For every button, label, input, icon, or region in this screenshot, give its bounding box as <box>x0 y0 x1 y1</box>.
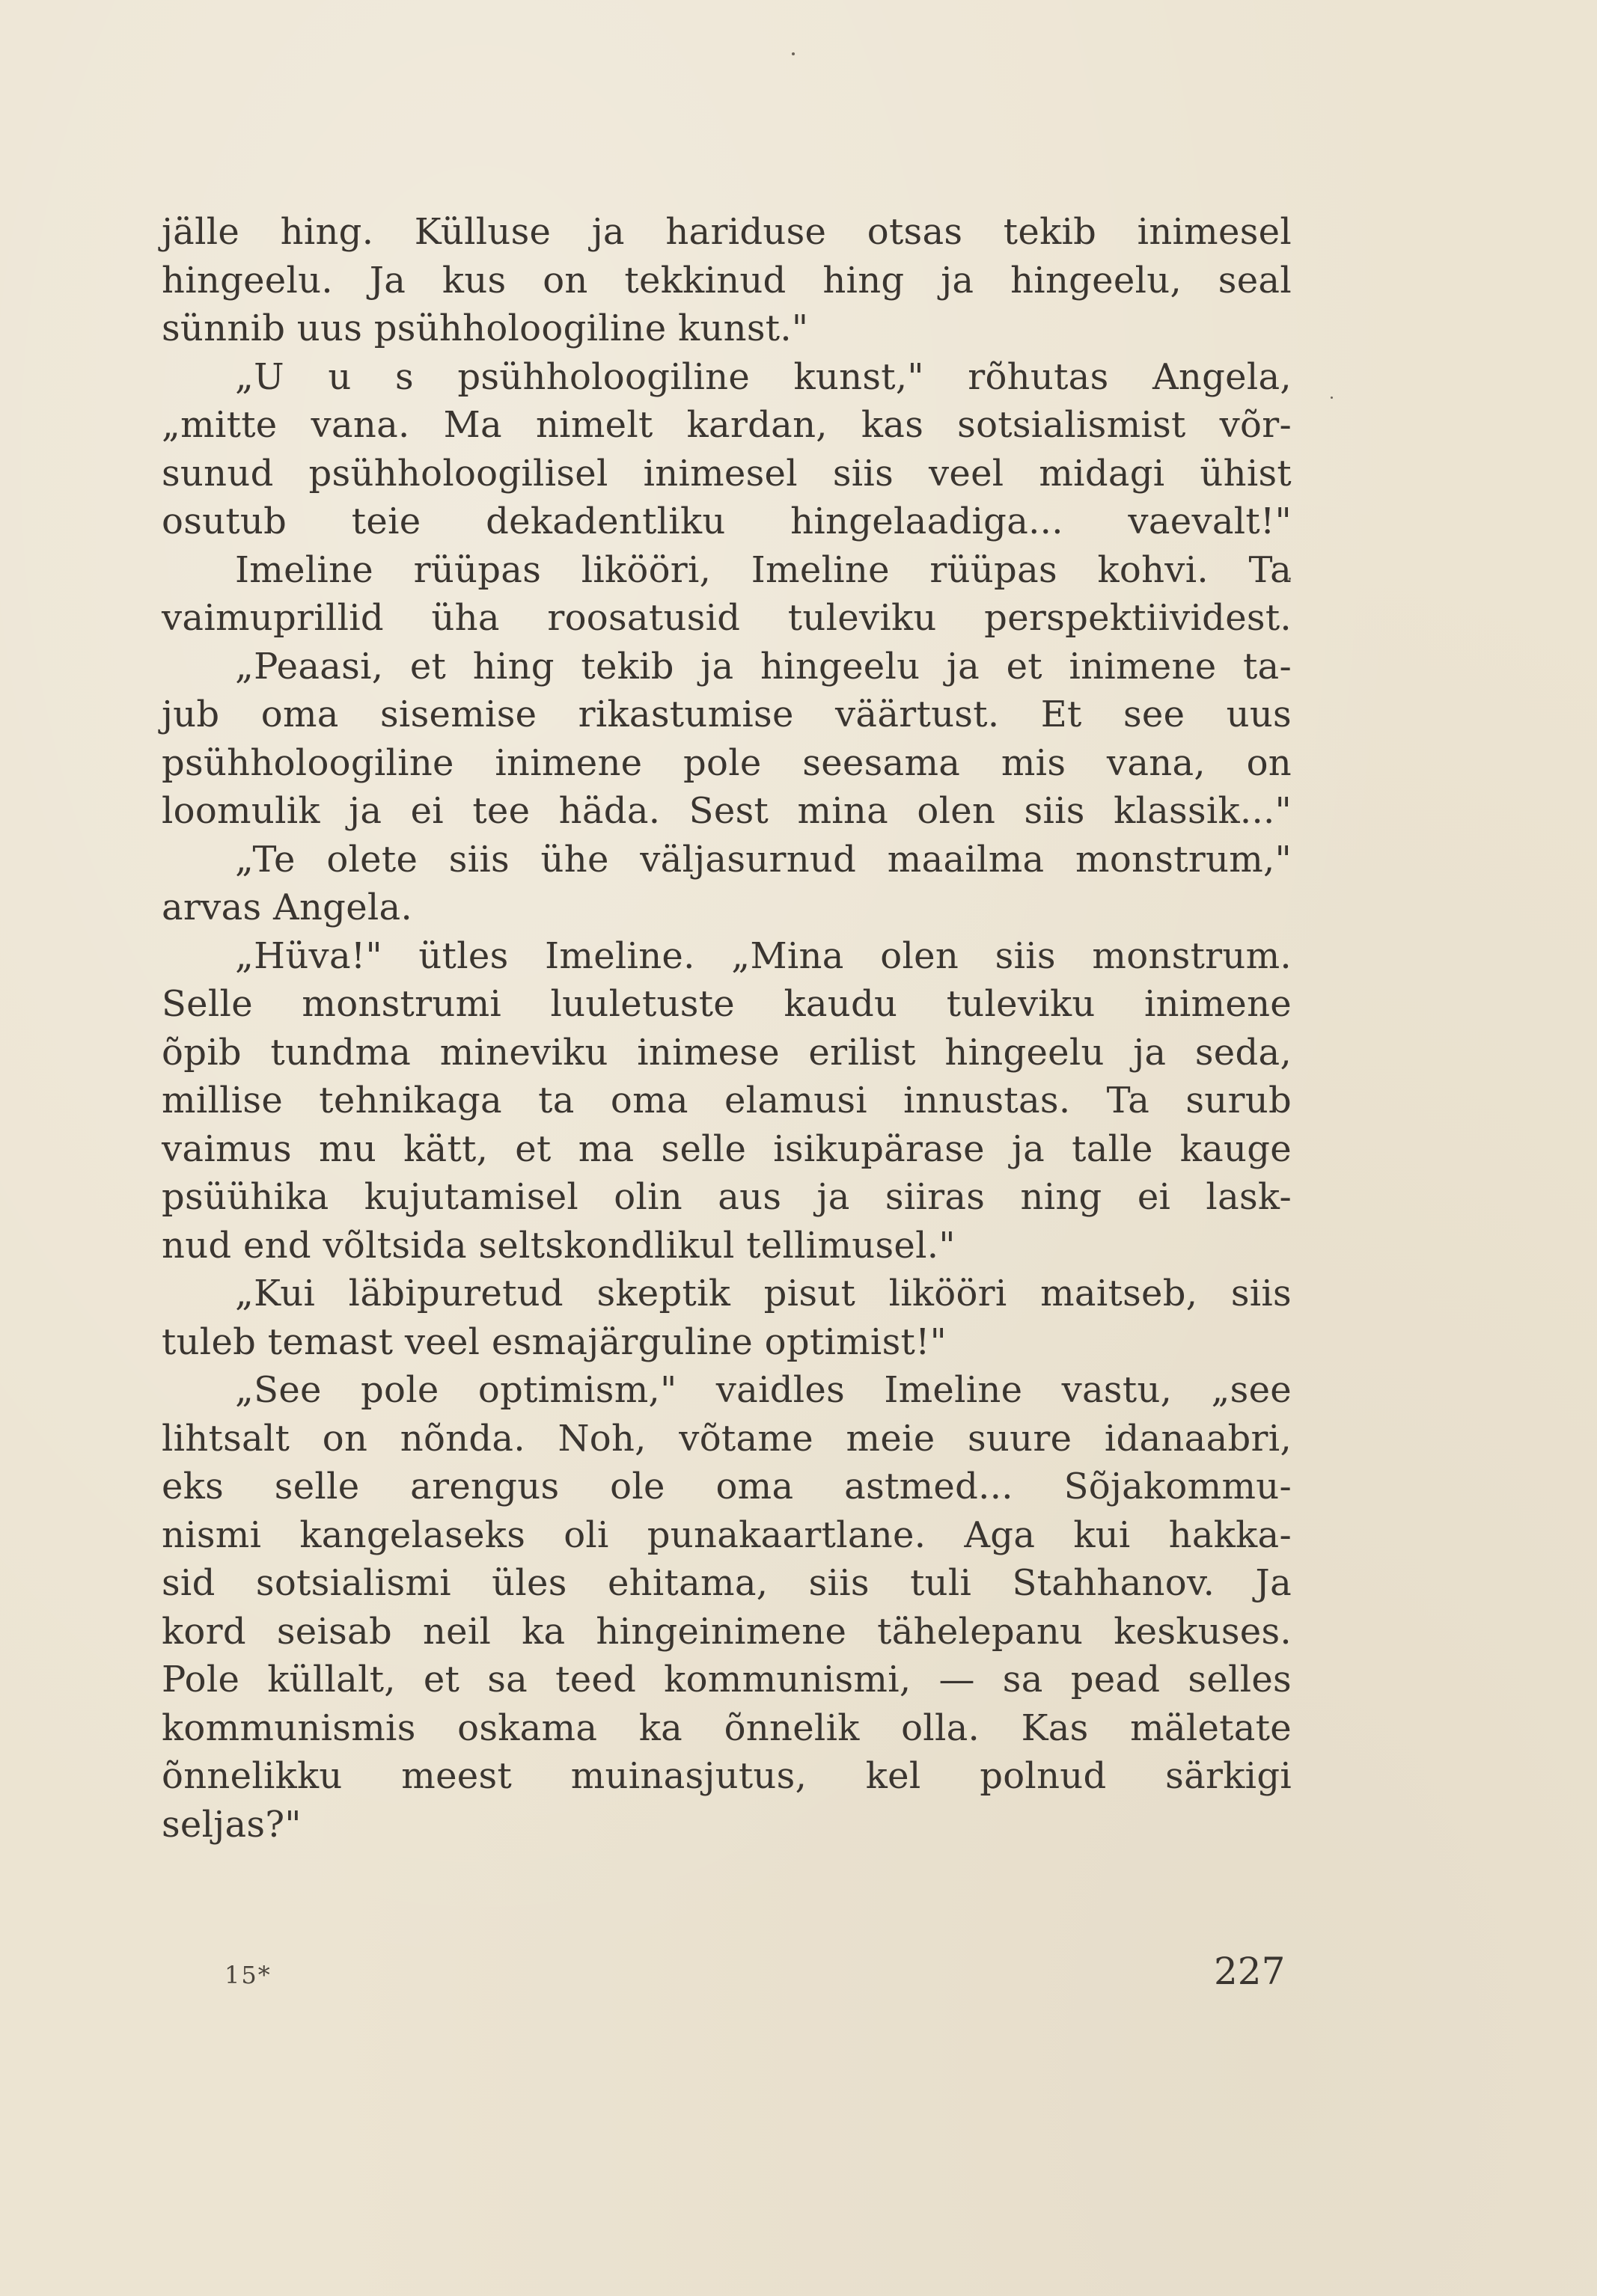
text-line: „Te olete siis ühe väljasurnud maailma monstrum," <box>235 838 1292 881</box>
text-line: psüühika kujutamisel olin aus ja siiras ning ei lask- <box>162 1176 1292 1218</box>
text-line: seljas?" <box>162 1803 302 1846</box>
text-line: vaimus mu kätt, et ma selle isikupärase ja talle kauge <box>162 1127 1292 1170</box>
text-line: eks selle arengus ole oma astmed... Sõjakommu- <box>162 1466 1292 1507</box>
text-line: sid sotsialismi üles ehitama, siis tuli Stahhanov. Ja <box>162 1562 1292 1604</box>
text-line: vaimuprillid üha roosatusid tuleviku perspektiividest. <box>162 597 1292 639</box>
text-line: loomulik ja ei tee häda. Sest mina olen siis klassik..." <box>162 790 1292 832</box>
text-line: lihtsalt on nõnda. Noh, võtame meie suure idanaabri, <box>162 1417 1292 1460</box>
text-line: tuleb temast veel esmajärguline optimist!" <box>162 1320 947 1363</box>
text-line: jub oma sisemise rikastumise väärtust. Et see uus <box>162 694 1292 735</box>
signature-mark: 15* <box>225 1961 272 1989</box>
text-line: jälle hing. Külluse ja hariduse otsas tekib inimesel <box>162 211 1292 253</box>
text-line: „Kui läbipuretud skeptik pisut likööri maitseb, siis <box>235 1273 1292 1314</box>
text-line: kommunismis oskama ka õnnelik olla. Kas mäletate <box>162 1706 1292 1749</box>
text-line: psühholoogiline inimene pole seesama mis vana, on <box>162 741 1292 784</box>
text-line: Pole küllalt, et sa teed kommunismi, — sa pead selles <box>162 1659 1292 1700</box>
text-line: Imeline rüüpas likööri, Imeline rüüpas kohvi. Ta <box>235 548 1292 591</box>
body-text <box>162 208 1292 1849</box>
paper-speck <box>1331 397 1333 399</box>
text-line: nismi kangelaseks oli punakaartlane. Aga kui hakka- <box>162 1513 1292 1556</box>
text-line: Selle monstrumi luuletuste kaudu tuleviku inimene <box>162 983 1292 1025</box>
text-line: „mitte vana. Ma nimelt kardan, kas sotsialismist võr- <box>162 404 1292 446</box>
text-line: „See pole optimism," vaidles Imeline vastu, „see <box>235 1369 1292 1411</box>
text-line: „Peaasi, et hing tekib ja hingeelu ja et inimene ta- <box>235 645 1292 688</box>
text-line: „U u s psühholoogiline kunst," rõhutas Angela, <box>235 355 1292 398</box>
text-line: sunud psühholoogilisel inimesel siis veel midagi ühist <box>162 452 1292 495</box>
text-line: õnnelikku meest muinasjutus, kel polnud särkigi <box>162 1755 1292 1797</box>
text-line: sünnib uus psühholoogiline kunst." <box>162 307 809 349</box>
page-number: 227 <box>1214 1950 1286 1993</box>
text-line: millise tehnikaga ta oma elamusi innustas. Ta surub <box>162 1080 1292 1121</box>
text-line: osutub teie dekadentliku hingelaadiga... vaevalt!" <box>162 500 1292 542</box>
text-line: kord seisab neil ka hingeinimene tähelepanu keskuses. <box>162 1610 1292 1653</box>
text-line: arvas Angela. <box>162 887 413 928</box>
text-line: nud end võltsida seltskondlikul tellimusel." <box>162 1224 956 1267</box>
paper-speck <box>792 52 795 55</box>
text-line: hingeelu. Ja kus on tekkinud hing ja hingeelu, seal <box>162 259 1292 301</box>
text-line: õpib tundma mineviku inimese erilist hingeelu ja seda, <box>162 1031 1292 1074</box>
text-line: „Hüva!" ütles Imeline. „Mina olen siis monstrum. <box>235 934 1292 977</box>
